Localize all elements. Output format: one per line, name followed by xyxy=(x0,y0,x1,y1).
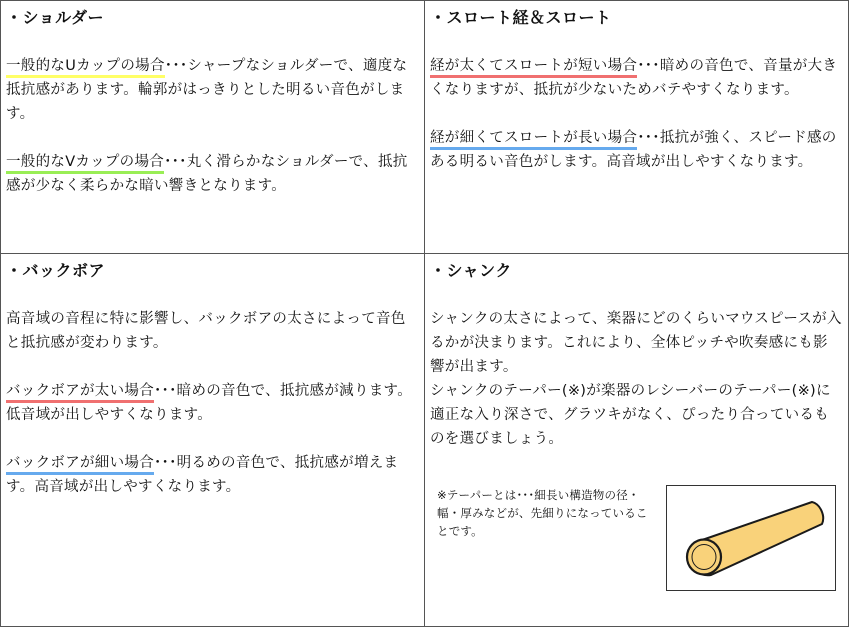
shank-paragraph-1: シャンクの太さによって、楽器にどのくらいマウスピースが入るかが決まります。これにより、全体ピッチや吹奏感にも影響が出ます。 xyxy=(430,311,842,375)
throat-narrow-highlight: 経が細くてスロートが長い場合 xyxy=(430,130,637,150)
shoulder-v-cup-paragraph xyxy=(6,150,418,198)
backbore-cell xyxy=(6,259,418,499)
backbore-narrow-highlight: バックボアが細い場合 xyxy=(6,455,154,475)
taper-illustration xyxy=(666,485,836,591)
taper-footnote: ※テーパーとは･･･細長い構造物の径・幅・厚みなどが、先細りになっていることです。 xyxy=(437,488,648,538)
shoulder-u-cup-text: ･･･シャープなショルダーで、適度な抵抗感があります。輪郭がはっきりとした明るい音色がします。 xyxy=(6,58,408,122)
backbore-wide-highlight: バックボアが太い場合 xyxy=(6,383,154,403)
shoulder-cell xyxy=(6,6,418,198)
shoulder-title: ・ショルダー xyxy=(6,8,105,27)
column-divider xyxy=(424,0,425,627)
shank-cell xyxy=(430,259,842,451)
row-divider xyxy=(0,253,849,254)
shoulder-u-cup-highlight: 一般的なUカップの場合 xyxy=(6,58,165,78)
shoulder-v-cup-text: ･･･丸く滑らかなショルダーで、抵抗感が少なく柔らかな暗い響きとなります。 xyxy=(6,154,408,194)
backbore-narrow-paragraph xyxy=(6,451,418,499)
throat-narrow-paragraph xyxy=(430,126,842,174)
throat-wide-paragraph xyxy=(430,54,842,102)
throat-wide-highlight: 経が太くてスロートが短い場合 xyxy=(430,58,637,78)
shoulder-v-cup-highlight: 一般的なVカップの場合 xyxy=(6,154,164,174)
backbore-title: ・バックボア xyxy=(6,261,106,280)
shank-title: ・シャンク xyxy=(430,261,512,280)
throat-narrow-text: ･･･抵抗が強く、スピード感のある明るい音色がします。高音域が出しやすくなります。 xyxy=(430,130,837,170)
backbore-intro: 高音域の音程に特に影響し、バックボアの太さによって音色と抵抗感が変わります。 xyxy=(6,311,406,351)
backbore-narrow-text: ･･･明るめの音色で、抵抗感が増えます。高音域が出しやすくなります。 xyxy=(6,455,399,495)
taper-cone-icon xyxy=(667,486,835,590)
throat-wide-text: ･･･暗めの音色で、音量が大きくなりますが、抵抗が少ないためバテやすくなります。 xyxy=(430,58,838,98)
backbore-wide-text: ･･･暗めの音色で、抵抗感が減ります。低音域が出しやすくなります。 xyxy=(6,383,412,423)
backbore-wide-paragraph xyxy=(6,379,418,427)
shoulder-u-cup-paragraph xyxy=(6,54,418,126)
throat-title: ・スロート経＆スロート xyxy=(430,8,612,27)
throat-cell xyxy=(430,6,842,174)
shank-paragraph-2: シャンクのテーパー(※)が楽器のレシーバーのテーパー(※)に適正な入り深さで、グラツキがなく、ぴったり合っているものを選びましょう。 xyxy=(430,383,831,447)
